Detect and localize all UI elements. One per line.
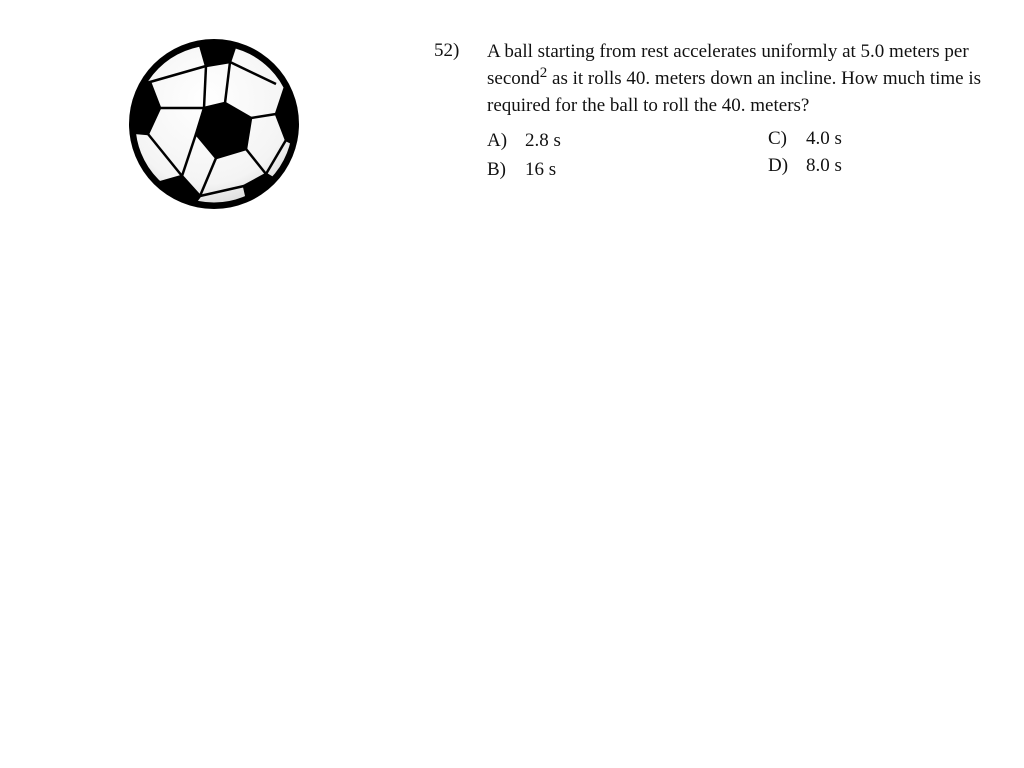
question-text [487, 38, 997, 119]
question-line-2 [487, 65, 997, 92]
question-line-2-start: second [487, 68, 540, 89]
question-number: 52) [434, 40, 460, 61]
choice-a[interactable] [487, 130, 561, 152]
choice-letter: B) [487, 159, 506, 180]
question-line-3: required for the ball to roll the 40. meters? [487, 95, 810, 116]
choice-d[interactable] [768, 155, 842, 177]
question-line-1: A ball starting from rest accelerates uniformly at 5.0 meters per [487, 41, 969, 62]
soccer-ball-icon [126, 36, 302, 212]
choice-text: 16 s [525, 159, 557, 180]
choice-b[interactable] [487, 159, 556, 181]
choice-c[interactable] [768, 128, 842, 150]
choice-text: 4.0 s [806, 128, 842, 149]
choice-letter: A) [487, 130, 508, 151]
choice-text: 2.8 s [525, 130, 561, 151]
choice-letter: C) [768, 128, 787, 149]
question-line-2-end: as it rolls 40. meters down an incline. How much time is [547, 68, 982, 89]
choice-letter: D) [768, 155, 789, 176]
exponent: 2 [539, 65, 548, 82]
choice-text: 8.0 s [806, 155, 842, 176]
